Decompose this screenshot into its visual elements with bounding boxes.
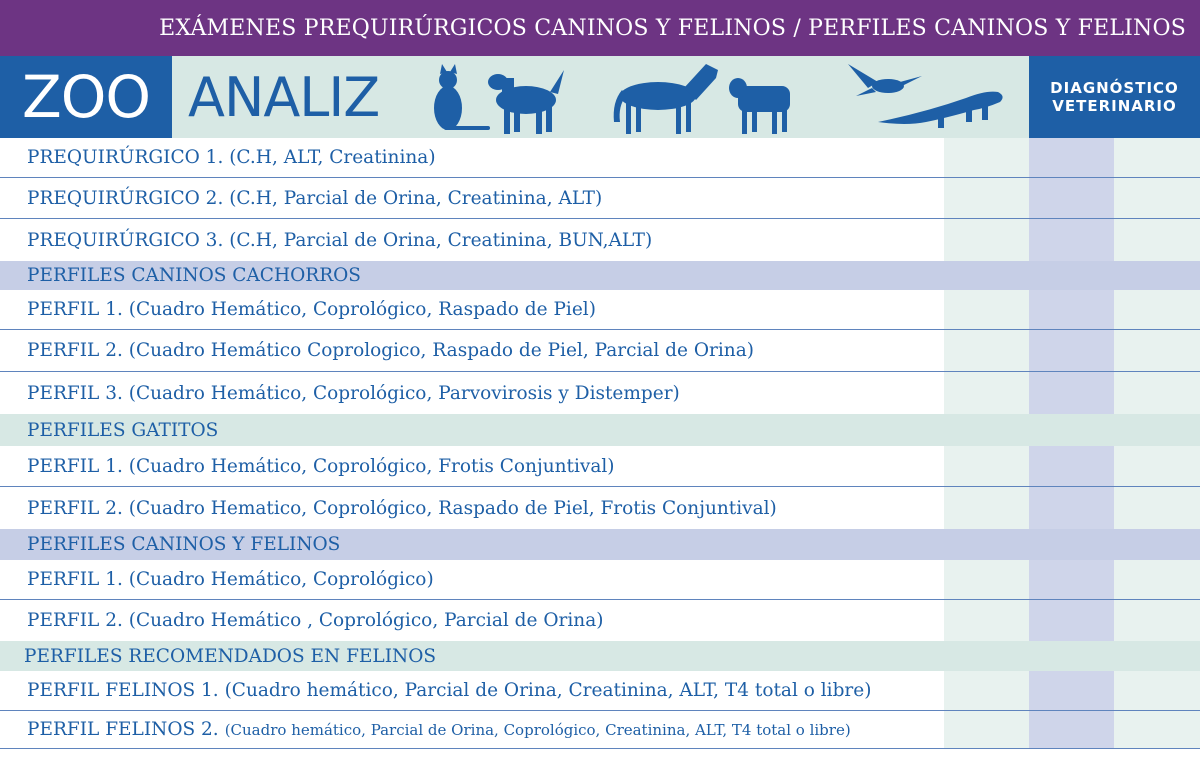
price-cell bbox=[1029, 219, 1114, 261]
price-cell bbox=[1114, 446, 1200, 486]
price-cell bbox=[1114, 560, 1200, 599]
price-cell bbox=[944, 487, 1029, 529]
price-cell bbox=[1114, 290, 1200, 329]
table-row bbox=[0, 372, 1200, 414]
price-cell bbox=[944, 671, 1029, 710]
exam-name: PERFIL 2. (Cuadro Hemático , Coprológico, Parcial de Orina) bbox=[27, 610, 604, 631]
exam-name: PERFIL 1. (Cuadro Hemático, Coprológico, Frotis Conjuntival) bbox=[27, 455, 615, 477]
title-bar bbox=[0, 0, 1200, 56]
price-cell bbox=[1114, 487, 1200, 529]
table-row bbox=[0, 600, 1200, 641]
price-cell bbox=[1029, 560, 1114, 599]
page-title: EXÁMENES PREQUIRÚRGICOS CANINOS Y FELINOS / PERFILES CANINOS Y FELINOS bbox=[159, 15, 1186, 41]
table-row bbox=[0, 446, 1200, 487]
section-header bbox=[0, 261, 1200, 290]
price-cell bbox=[944, 219, 1029, 261]
exam-name: PERFIL 2. (Cuadro Hematico, Coprológico, Raspado de Piel, Frotis Conjuntival) bbox=[27, 497, 777, 519]
exam-name bbox=[0, 711, 944, 748]
price-cell bbox=[1114, 600, 1200, 641]
price-cell bbox=[1029, 711, 1114, 748]
exam-name-detail: (Cuadro hemático, Parcial de Orina, Coprológico, Creatinina, ALT, T4 total o libre) bbox=[224, 720, 851, 739]
price-cell bbox=[1114, 330, 1200, 371]
section-header bbox=[0, 641, 1200, 671]
price-cell bbox=[1029, 446, 1114, 486]
section-title: PERFILES CANINOS Y FELINOS bbox=[27, 534, 341, 555]
table-row bbox=[0, 330, 1200, 372]
price-cell bbox=[1029, 487, 1114, 529]
price-cell bbox=[1029, 330, 1114, 371]
cat-icon bbox=[434, 64, 490, 130]
table-row bbox=[0, 138, 1200, 178]
dog-icon bbox=[488, 70, 564, 134]
logo-zoo: ZOO bbox=[0, 56, 172, 138]
exam-name: PREQUIRÚRGICO 1. (C.H, ALT, Creatinina) bbox=[27, 147, 436, 168]
header-band bbox=[0, 56, 1200, 138]
price-cell bbox=[944, 290, 1029, 329]
exam-name: PERFIL 3. (Cuadro Hemático, Coprológico, Parvovirosis y Distemper) bbox=[27, 382, 680, 404]
table-row bbox=[0, 487, 1200, 529]
price-cell bbox=[1029, 178, 1114, 218]
price-cell bbox=[1029, 600, 1114, 641]
price-cell bbox=[944, 560, 1029, 599]
price-cell bbox=[944, 711, 1029, 748]
horse-icon bbox=[614, 64, 718, 134]
price-cell bbox=[944, 600, 1029, 641]
price-cell bbox=[1114, 671, 1200, 710]
exam-name: PERFIL 1. (Cuadro Hemático, Coprológico) bbox=[27, 569, 434, 590]
exam-name-main: PERFIL FELINOS 2. bbox=[27, 719, 219, 740]
price-cell bbox=[1114, 711, 1200, 748]
price-cell bbox=[944, 446, 1029, 486]
price-cell bbox=[1114, 178, 1200, 218]
logo-analiz: ANALIZ bbox=[188, 65, 380, 129]
bird-icon bbox=[848, 64, 922, 96]
price-cell bbox=[944, 372, 1029, 414]
exam-name: PERFIL 1. (Cuadro Hemático, Coprológico, Raspado de Piel) bbox=[27, 299, 596, 320]
section-header bbox=[0, 529, 1200, 560]
price-cell bbox=[1029, 671, 1114, 710]
table-row bbox=[0, 560, 1200, 600]
table-row bbox=[0, 671, 1200, 711]
badge-line-1: DIAGNÓSTICO bbox=[1050, 79, 1179, 97]
table-row bbox=[0, 711, 1200, 749]
price-cell bbox=[1114, 372, 1200, 414]
exam-table bbox=[0, 138, 1200, 749]
price-cell bbox=[1114, 219, 1200, 261]
exam-name: PREQUIRÚRGICO 2. (C.H, Parcial de Orina, Creatinina, ALT) bbox=[27, 187, 603, 209]
price-cell bbox=[1114, 138, 1200, 177]
price-cell bbox=[944, 178, 1029, 218]
table-row bbox=[0, 219, 1200, 261]
lizard-icon bbox=[878, 92, 1003, 128]
exam-name: PERFIL FELINOS 1. (Cuadro hemático, Parcial de Orina, Creatinina, ALT, T4 total o libre) bbox=[27, 680, 872, 701]
table-row bbox=[0, 178, 1200, 219]
diagnostico-veterinario-badge bbox=[1029, 56, 1200, 138]
animal-silhouettes bbox=[426, 56, 1026, 138]
cow-icon bbox=[729, 78, 790, 134]
badge-line-2: VETERINARIO bbox=[1052, 97, 1177, 115]
price-cell bbox=[944, 330, 1029, 371]
exam-name: PERFIL 2. (Cuadro Hemático Coprologico, Raspado de Piel, Parcial de Orina) bbox=[27, 340, 754, 361]
section-header bbox=[0, 414, 1200, 446]
price-cell bbox=[1029, 372, 1114, 414]
price-cell bbox=[944, 138, 1029, 177]
price-cell bbox=[1029, 138, 1114, 177]
table-row bbox=[0, 290, 1200, 330]
price-cell bbox=[1029, 290, 1114, 329]
section-title: PERFILES GATITOS bbox=[27, 419, 219, 441]
section-title: PERFILES RECOMENDADOS EN FELINOS bbox=[24, 645, 437, 667]
section-title: PERFILES CANINOS CACHORROS bbox=[27, 265, 361, 286]
exam-name: PREQUIRÚRGICO 3. (C.H, Parcial de Orina, Creatinina, BUN,ALT) bbox=[27, 229, 653, 251]
